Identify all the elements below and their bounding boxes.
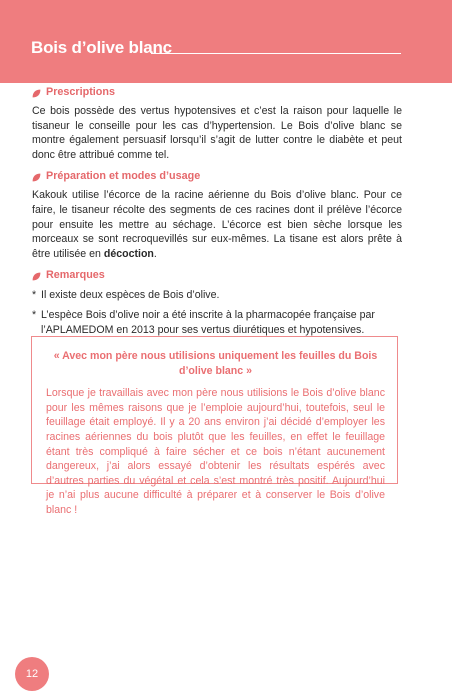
section-heading-label: Préparation et modes d’usage <box>46 170 201 183</box>
bullet-symbol: * <box>32 289 37 302</box>
preparation-text-end: . <box>153 247 157 260</box>
page-number: 12 <box>15 657 49 691</box>
leaf-icon <box>32 172 41 181</box>
title-rule <box>151 53 401 54</box>
page-header <box>0 0 452 83</box>
section-heading-remarques <box>32 267 402 283</box>
bullet-symbol: * <box>32 308 37 321</box>
list-item-text: Il existe deux espèces de Bois d’olive. <box>41 289 220 302</box>
prescriptions-text: Ce bois possède des vertus hypotensives et c’est la raison pour laquelle le tisaneur le conseille pour les cas d’hypertension. Le Bois d’olive blanc se montre également persuasif lorsqu’il s’agit de lutter contre le diabète et peut donc être attribué comme tel. <box>32 105 402 161</box>
section-heading-prescriptions <box>32 84 402 100</box>
quote-text: Lorsque je travaillais avec mon père nous utilisions le Bois d’olive blanc pour les mêmes raisons que je l’emploie aujourd’hui, toutefois, seul le feuillage était employé. Il y a 20 ans environ j’ai décidé d’employer les racines aériennes du bois plutôt que les feuilles, en effet le feuillage étant très compliqué à faire sécher et ce bois n’étant aucunement dangereux, j’ai alors essayé d’obtenir les résultats espérés avec d’autres parties du végétal et cela s’est montré très positif. Aujourd’hui je n’ai plus aucune difficulté à préparer et à conserver le Bois d’olive blanc ! <box>46 387 385 516</box>
quote-box <box>31 336 398 516</box>
section-heading-label: Remarques <box>46 269 105 282</box>
list-item <box>32 308 402 337</box>
list-item-text: L’espèce Bois d’olive noir a été inscrite à la pharmacopée française par l’APLAMEDOM en 2013 pour ses vertus diurétiques et hypotensives. <box>41 308 375 336</box>
preparation-text-body: Kakouk utilise l’écorce de la racine aérienne du Bois d’olive blanc. Pour ce faire, le tisaneur récolte des segments de ces racines dont il prélève l’écorce pour ensuite les mettre au séchage. L’écorce est bien sèche lorsque les morceaux se sont recroquevillés sur eux-mêmes. La tisane est alors prête à être utilisée en <box>32 189 402 260</box>
quote-title: « Avec mon père nous utilisions uniquement les feuilles du Bois d’olive blanc » <box>53 350 378 377</box>
leaf-icon <box>32 271 41 280</box>
section-heading-preparation <box>32 168 402 184</box>
main-content <box>32 84 402 341</box>
page-title: Bois d’olive blanc <box>31 38 172 57</box>
preparation-text <box>32 188 402 261</box>
list-item <box>32 288 402 303</box>
leaf-icon <box>32 88 41 97</box>
preparation-bold-word: décoction <box>103 247 154 260</box>
section-heading-label: Prescriptions <box>46 85 116 98</box>
